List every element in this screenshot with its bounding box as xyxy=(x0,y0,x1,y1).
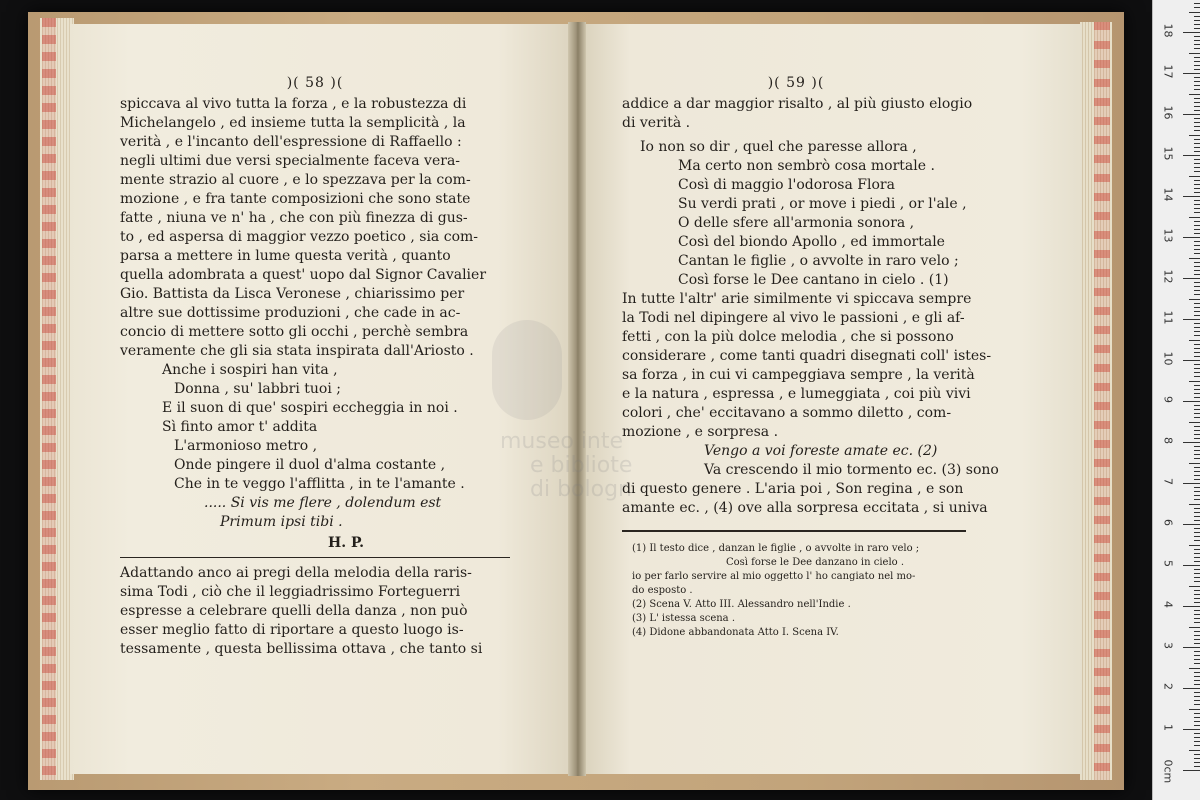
ruler-tick xyxy=(1194,233,1200,234)
ruler-tick xyxy=(1194,188,1200,189)
ruler-tick xyxy=(1194,618,1200,619)
footnote-line: (3) L' istessa scena . xyxy=(632,613,735,624)
ruler-tick xyxy=(1194,733,1200,734)
verse-line: Così del biondo Apollo , ed immortale xyxy=(678,234,945,250)
ruler-tick xyxy=(1194,573,1200,574)
ruler-tick xyxy=(1194,61,1200,62)
ruler-label: 11 xyxy=(1161,310,1175,325)
ruler-tick xyxy=(1194,229,1200,230)
ruler-tick xyxy=(1194,180,1200,181)
ruler-tick xyxy=(1194,680,1200,681)
ruler-tick xyxy=(1194,475,1200,476)
ruler-tick xyxy=(1194,372,1200,373)
ruler-tick xyxy=(1189,504,1200,505)
ruler-tick xyxy=(1194,356,1200,357)
ruler-tick xyxy=(1194,704,1200,705)
ruler-label: 4 xyxy=(1161,601,1175,608)
text-line: fatte , niuna ve n' ha , che con più finezza di gus- xyxy=(120,210,468,226)
ruler-tick xyxy=(1194,184,1200,185)
ruler-label: 0cm xyxy=(1161,759,1175,784)
text-line: mozione , e sorpresa . xyxy=(622,424,779,440)
ruler-tick xyxy=(1194,663,1200,664)
ruler-label: 13 xyxy=(1161,228,1175,243)
ruler-tick xyxy=(1194,389,1200,390)
text-line: considerare , come tanti quadri disegnati coll' istes- xyxy=(622,348,992,364)
ruler-tick xyxy=(1183,442,1200,443)
ruler-tick xyxy=(1183,237,1200,238)
ruler-tick xyxy=(1189,709,1200,710)
ruler-tick xyxy=(1194,754,1200,755)
paragraph xyxy=(622,461,999,518)
ruler-tick xyxy=(1194,495,1200,496)
text-line: parsa a mettere in lume questa verità , quanto xyxy=(120,248,451,264)
ruler-tick xyxy=(1194,85,1200,86)
ruler-tick xyxy=(1194,614,1200,615)
verse-line: Anche i sospiri han vita , xyxy=(162,362,338,378)
ruler-tick xyxy=(1194,98,1200,99)
ruler-label: 1 xyxy=(1161,724,1175,731)
ruler-tick xyxy=(1194,639,1200,640)
ruler-tick xyxy=(1194,245,1200,246)
paragraph xyxy=(622,290,992,442)
text-line: mozione , e fra tante composizioni che sono state xyxy=(120,191,471,207)
ruler-tick xyxy=(1194,590,1200,591)
ruler-tick xyxy=(1194,405,1200,406)
ruler-tick xyxy=(1194,344,1200,345)
ruler-tick xyxy=(1194,307,1200,308)
right-page-text xyxy=(622,74,999,640)
ruler-tick xyxy=(1194,122,1200,123)
verse-line: Ma certo non sembrò cosa mortale . xyxy=(678,158,935,174)
text-line: Adattando anco ai pregi della melodia della raris- xyxy=(120,565,472,581)
measurement-ruler xyxy=(1152,0,1200,800)
ruler-tick xyxy=(1194,549,1200,550)
ruler-tick xyxy=(1194,737,1200,738)
ruler-tick xyxy=(1189,299,1200,300)
ruler-tick xyxy=(1189,217,1200,218)
ruler-tick xyxy=(1183,360,1200,361)
ruler-tick xyxy=(1189,53,1200,54)
ruler-tick xyxy=(1194,385,1200,386)
ruler-label: 9 xyxy=(1161,396,1175,403)
ruler-tick xyxy=(1194,569,1200,570)
ruler-tick xyxy=(1194,352,1200,353)
ruler-tick xyxy=(1194,610,1200,611)
watermark-line: di bologn xyxy=(530,477,632,502)
ruler-tick xyxy=(1194,36,1200,37)
ruler-tick xyxy=(1194,163,1200,164)
verse-line: Sì finto amor t' addita xyxy=(162,419,318,435)
ruler-tick xyxy=(1194,376,1200,377)
ruler-tick xyxy=(1183,524,1200,525)
ruler-tick xyxy=(1183,483,1200,484)
verse-line: Su verdi prati , or move i piedi , or l'ale , xyxy=(678,196,967,212)
text-line: sa forza , in cui vi campeggiava sempre , la verità xyxy=(622,367,975,383)
ruler-tick xyxy=(1194,745,1200,746)
ruler-tick xyxy=(1194,409,1200,410)
ruler-tick xyxy=(1194,491,1200,492)
text-line: di questo genere . L'aria poi , Son regina , e son xyxy=(622,481,964,497)
text-line: Va crescendo il mio tormento ec. (3) sono xyxy=(704,462,999,478)
ruler-tick xyxy=(1194,303,1200,304)
verse-line: O delle sfere all'armonia sonora , xyxy=(678,215,915,231)
ruler-label: 8 xyxy=(1161,437,1175,444)
ruler-tick xyxy=(1194,106,1200,107)
ruler-tick xyxy=(1194,118,1200,119)
ruler-tick xyxy=(1194,290,1200,291)
watermark-line: museo inte xyxy=(500,429,624,454)
ruler-tick xyxy=(1194,499,1200,500)
ruler-label: 3 xyxy=(1161,642,1175,649)
footnote-line: (2) Scena V. Atto III. Alessandro nell'Indie . xyxy=(632,599,851,610)
ruler-tick xyxy=(1194,126,1200,127)
verse-line: Donna , su' labbri tuoi ; xyxy=(174,381,341,397)
ruler-tick xyxy=(1194,335,1200,336)
ruler-tick xyxy=(1183,688,1200,689)
ruler-tick xyxy=(1194,282,1200,283)
ruler-tick xyxy=(1194,659,1200,660)
ruler-tick xyxy=(1194,130,1200,131)
ruler-tick xyxy=(1194,426,1200,427)
ruler-tick xyxy=(1194,417,1200,418)
ruler-tick xyxy=(1194,315,1200,316)
ruler-tick xyxy=(1194,20,1200,21)
ruler-tick xyxy=(1189,12,1200,13)
text-line: Michelangelo , ed insieme tutta la semplicità , la xyxy=(120,115,466,131)
ruler-tick xyxy=(1194,454,1200,455)
ruler-tick xyxy=(1183,278,1200,279)
text-line: veramente che gli sia stata inspirata dall'Ariosto . xyxy=(120,343,474,359)
signature: H. P. xyxy=(328,535,365,551)
text-line: di verità . xyxy=(622,115,691,131)
ruler-tick xyxy=(1194,557,1200,558)
ruler-tick xyxy=(1183,196,1200,197)
ruler-tick xyxy=(1194,253,1200,254)
left-page-text xyxy=(120,74,510,659)
ruler-label: 14 xyxy=(1161,187,1175,202)
verse-line: Cantan le figlie , o avvolte in raro velo ; xyxy=(678,253,959,269)
ruler-tick xyxy=(1194,225,1200,226)
right-page-edges xyxy=(1080,22,1112,780)
ruler-tick xyxy=(1194,204,1200,205)
ruler-tick xyxy=(1194,438,1200,439)
ruler-tick xyxy=(1194,631,1200,632)
ruler-tick xyxy=(1189,381,1200,382)
ruler-tick xyxy=(1194,553,1200,554)
ruler-tick xyxy=(1194,7,1200,8)
ruler-tick xyxy=(1194,713,1200,714)
ruler-tick xyxy=(1194,520,1200,521)
ruler-tick xyxy=(1194,208,1200,209)
text-line: verità , e l'incanto dell'espressione di Raffaello : xyxy=(120,134,462,150)
left-page-edges xyxy=(40,18,74,780)
footnotes xyxy=(622,542,970,640)
ruler-tick xyxy=(1194,110,1200,111)
verse-line: Così forse le Dee cantano in cielo . (1) xyxy=(678,272,949,288)
ruler-tick xyxy=(1194,676,1200,677)
paragraph xyxy=(622,95,973,133)
text-line: Gio. Battista da Lisca Veronese , chiarissimo per xyxy=(120,286,465,302)
ruler-tick xyxy=(1194,171,1200,172)
ruler-tick xyxy=(1194,471,1200,472)
text-line: amante ec. , (4) ove alla sorpresa eccitata , si univa xyxy=(622,500,988,516)
ruler-tick xyxy=(1194,536,1200,537)
ruler-tick xyxy=(1194,151,1200,152)
ruler-label: 6 xyxy=(1161,519,1175,526)
ruler-tick xyxy=(1183,606,1200,607)
ruler-tick xyxy=(1194,221,1200,222)
text-line: e la natura , espressa , e lumeggiata , coi più vivi xyxy=(622,386,971,402)
divider xyxy=(120,557,510,558)
ruler-tick xyxy=(1194,3,1200,4)
ruler-label: 2 xyxy=(1161,683,1175,690)
ruler-tick xyxy=(1194,434,1200,435)
ruler-tick xyxy=(1194,696,1200,697)
ruler-tick xyxy=(1194,311,1200,312)
ruler-tick xyxy=(1194,159,1200,160)
verse-line: L'armonioso metro , xyxy=(174,438,318,454)
ruler-tick xyxy=(1189,135,1200,136)
ruler-tick xyxy=(1194,294,1200,295)
ruler-tick xyxy=(1194,44,1200,45)
footnote-line: (4) Didone abbandonata Atto I. Scena IV. xyxy=(632,627,839,638)
verse-line: Che in te veggo l'afflitta , in te l'amante . xyxy=(174,476,465,492)
ruler-tick xyxy=(1183,770,1200,771)
ruler-tick xyxy=(1194,397,1200,398)
aria-title: Vengo a voi foreste amate ec. (2) xyxy=(704,443,938,459)
ruler-tick xyxy=(1194,331,1200,332)
ruler-tick xyxy=(1189,750,1200,751)
verse-line: Onde pingere il duol d'alma costante , xyxy=(174,457,446,473)
ruler-tick xyxy=(1194,327,1200,328)
ruler-tick xyxy=(1183,155,1200,156)
ruler-tick xyxy=(1189,258,1200,259)
text-line: tessamente , questa bellissima ottava , che tanto si xyxy=(120,641,483,657)
ruler-tick xyxy=(1194,143,1200,144)
ruler-label: 5 xyxy=(1161,560,1175,567)
ruler-tick xyxy=(1194,274,1200,275)
ruler-tick xyxy=(1189,94,1200,95)
ruler-tick xyxy=(1194,577,1200,578)
footnote-line: (1) Il testo dice , danzan le figlie , o avvolte in raro velo ; xyxy=(632,543,920,554)
ruler-tick xyxy=(1194,249,1200,250)
ruler-tick xyxy=(1183,729,1200,730)
footnote-divider xyxy=(622,530,966,532)
text-line: mente strazio al cuore , e lo spezzava per la com- xyxy=(120,172,471,188)
text-line: addice a dar maggior risalto , al più giusto elogio xyxy=(622,96,973,112)
book-gutter xyxy=(568,22,586,776)
ruler-tick xyxy=(1194,430,1200,431)
ruler-tick xyxy=(1194,364,1200,365)
ruler-label: 7 xyxy=(1161,478,1175,485)
text-line: quella adombrata a quest' uopo dal Signor Cavalier xyxy=(120,267,487,283)
ruler-tick xyxy=(1194,766,1200,767)
ruler-tick xyxy=(1194,413,1200,414)
ruler-tick xyxy=(1194,450,1200,451)
ruler-tick xyxy=(1194,147,1200,148)
ruler-label: 18 xyxy=(1161,23,1175,38)
ruler-label: 16 xyxy=(1161,105,1175,120)
verse xyxy=(120,361,510,494)
ruler-tick xyxy=(1194,512,1200,513)
ruler-tick xyxy=(1194,561,1200,562)
ruler-tick xyxy=(1189,668,1200,669)
ruler-tick xyxy=(1194,622,1200,623)
ruler-tick xyxy=(1194,65,1200,66)
paragraph xyxy=(120,95,510,361)
ruler-tick xyxy=(1194,89,1200,90)
ruler-tick xyxy=(1194,643,1200,644)
ruler-tick xyxy=(1194,368,1200,369)
ruler-tick xyxy=(1194,717,1200,718)
ruler-tick xyxy=(1194,40,1200,41)
ruler-tick xyxy=(1189,340,1200,341)
page-number: )( 59 )( xyxy=(767,75,825,91)
text-line: negli ultimi due versi specialmente faceva vera- xyxy=(120,153,461,169)
ruler-tick xyxy=(1183,647,1200,648)
ruler-tick xyxy=(1194,167,1200,168)
page-number: )( 58 )( xyxy=(286,75,344,91)
ruler-tick xyxy=(1194,286,1200,287)
ruler-tick xyxy=(1194,212,1200,213)
ruler-tick xyxy=(1194,758,1200,759)
text-line: esser meglio fatto di riportare a questo luogo is- xyxy=(120,622,464,638)
ruler-tick xyxy=(1194,725,1200,726)
ruler-tick xyxy=(1194,598,1200,599)
stanza xyxy=(622,138,970,290)
ruler-tick xyxy=(1183,401,1200,402)
ruler-tick xyxy=(1189,545,1200,546)
ruler-tick xyxy=(1194,741,1200,742)
ruler-tick xyxy=(1194,200,1200,201)
text-line: to , ed aspersa di maggior vezzo poetico , sia com- xyxy=(120,229,478,245)
text-line: spiccava al vivo tutta la forza , e la robustezza di xyxy=(120,96,467,112)
footnote-line: io per farlo servire al mio oggetto l' ho cangiato nel mo- xyxy=(632,571,916,582)
ruler-tick xyxy=(1194,446,1200,447)
text-line: fetti , con la più dolce melodia , che si possono xyxy=(622,329,954,345)
ruler-tick xyxy=(1194,762,1200,763)
ruler-tick xyxy=(1194,700,1200,701)
ruler-tick xyxy=(1194,594,1200,595)
latin-quote: ..... Si vis me flere , dolendum est xyxy=(204,495,442,511)
footnote-line: do esposto . xyxy=(632,585,693,596)
ruler-tick xyxy=(1189,422,1200,423)
text-line: colori , che' eccitavano a sommo diletto , com- xyxy=(622,405,952,421)
latin-quote: Primum ipsi tibi . xyxy=(220,514,343,530)
ruler-tick xyxy=(1194,651,1200,652)
ruler-tick xyxy=(1183,114,1200,115)
ruler-tick xyxy=(1194,69,1200,70)
ruler-tick xyxy=(1194,721,1200,722)
ruler-tick xyxy=(1194,458,1200,459)
text-line: espresse a celebrare quelli della danza , non può xyxy=(120,603,468,619)
paragraph xyxy=(120,564,510,659)
ruler-tick xyxy=(1189,463,1200,464)
ruler-tick xyxy=(1194,28,1200,29)
ruler-tick xyxy=(1194,48,1200,49)
ruler-tick xyxy=(1189,176,1200,177)
ruler-tick xyxy=(1194,528,1200,529)
ruler-tick xyxy=(1194,323,1200,324)
ruler-tick xyxy=(1183,73,1200,74)
ruler-label: 17 xyxy=(1161,64,1175,79)
text-line: concio di mettere sotto gli occhi , perchè sembra xyxy=(120,324,469,340)
verse-line: Così di maggio l'odorosa Flora xyxy=(678,177,895,193)
verse-line: Io non so dir , quel che paresse allora , xyxy=(640,139,917,155)
ruler-tick xyxy=(1194,487,1200,488)
ruler-label: 12 xyxy=(1161,269,1175,284)
ruler-tick xyxy=(1194,602,1200,603)
ruler-tick xyxy=(1194,24,1200,25)
ruler-tick xyxy=(1194,540,1200,541)
ruler-tick xyxy=(1194,77,1200,78)
watermark-line: e bibliote xyxy=(530,453,633,478)
ruler-tick xyxy=(1189,627,1200,628)
ruler-tick xyxy=(1194,16,1200,17)
ruler-tick xyxy=(1194,467,1200,468)
ruler-tick xyxy=(1183,32,1200,33)
ruler-tick xyxy=(1194,692,1200,693)
text-line: sima Todi , ciò che il leggiadrissimo Forteguerri xyxy=(120,584,461,600)
ruler-label: 10 xyxy=(1161,351,1175,366)
ruler-tick xyxy=(1194,139,1200,140)
ruler-tick xyxy=(1194,655,1200,656)
text-line: altre sue dottissime produzioni , che cade in ac- xyxy=(120,305,461,321)
ruler-tick xyxy=(1194,516,1200,517)
ruler-tick xyxy=(1194,635,1200,636)
ruler-tick xyxy=(1194,57,1200,58)
ruler-tick xyxy=(1194,508,1200,509)
ruler-tick xyxy=(1194,532,1200,533)
ruler-tick xyxy=(1189,586,1200,587)
ruler-tick xyxy=(1194,479,1200,480)
ruler-tick xyxy=(1194,270,1200,271)
ruler-tick xyxy=(1183,319,1200,320)
text-line: In tutte l'altr' arie similmente vi spiccava sempre xyxy=(622,291,972,307)
ruler-tick xyxy=(1194,241,1200,242)
ruler-tick xyxy=(1194,102,1200,103)
verse-line: E il suon di que' sospiri eccheggia in noi . xyxy=(162,400,458,416)
ruler-tick xyxy=(1194,192,1200,193)
ruler-tick xyxy=(1194,81,1200,82)
ruler-tick xyxy=(1194,266,1200,267)
text-line: la Todi nel dipingere al vivo le passioni , e gli af- xyxy=(622,310,965,326)
ruler-tick xyxy=(1194,262,1200,263)
ruler-tick xyxy=(1194,348,1200,349)
ruler-tick xyxy=(1194,672,1200,673)
ruler-tick xyxy=(1194,581,1200,582)
ruler-tick xyxy=(1194,684,1200,685)
ruler-tick xyxy=(1194,393,1200,394)
ruler-tick xyxy=(1183,565,1200,566)
ruler-label: 15 xyxy=(1161,146,1175,161)
footnote-line: Così forse le Dee danzano in cielo . xyxy=(726,557,905,568)
